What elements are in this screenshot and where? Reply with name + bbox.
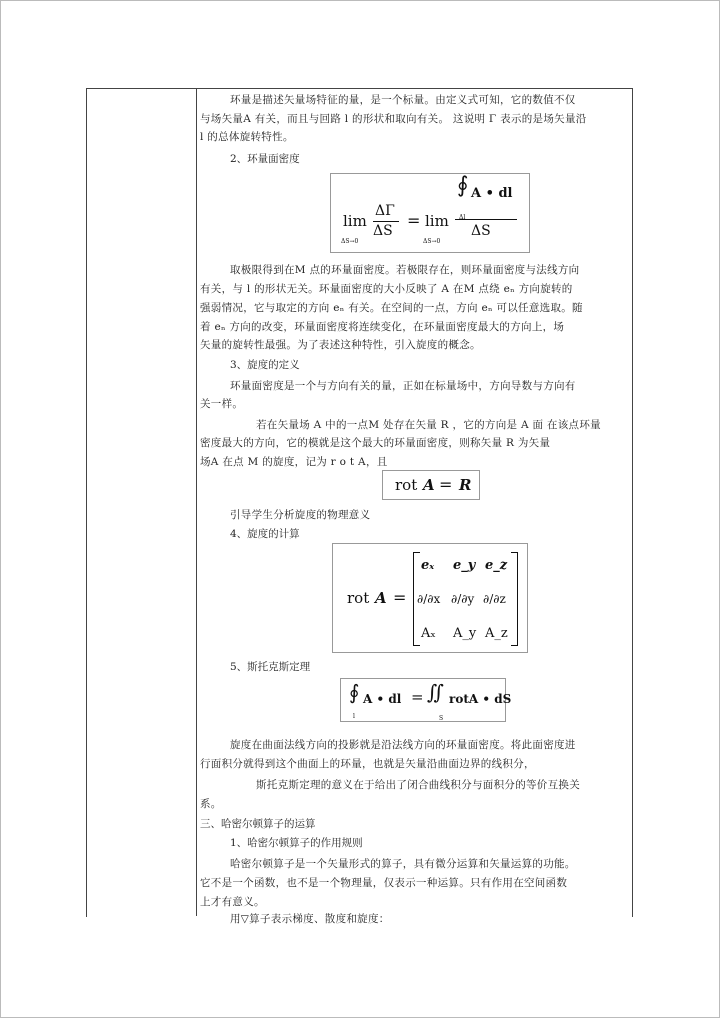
vector-r: R <box>459 476 472 494</box>
fraction-numerator: ΔΓ <box>375 203 395 219</box>
section-heading: 4、旋度的计算 <box>230 528 300 540</box>
integrand: A • dl <box>363 692 402 706</box>
rot-label: rot <box>347 589 370 607</box>
content-cell <box>200 88 628 925</box>
matrix-cell: ∂/∂z <box>483 592 506 606</box>
section-heading: 5、斯托克斯定理 <box>230 661 311 673</box>
right-bracket <box>511 552 518 646</box>
text-line: l 的总体旋转特性。 <box>200 131 294 143</box>
matrix-cell: ∂/∂x <box>417 592 441 606</box>
text-line: 环量是描述矢量场特征的量，是一个标量。由定义式可知，它的数值不仅 <box>230 94 576 106</box>
fraction-denominator: ΔS <box>471 223 491 239</box>
equals-sign: = <box>393 588 407 607</box>
column-divider <box>196 88 197 916</box>
text-line: 行面积分就得到这个曲面上的环量，也就是矢量沿曲面边界的线积分， <box>200 758 535 770</box>
text-line: 取极限得到在M 点的环量面密度。若极限存在，则环量面密度与法线方向 <box>230 264 580 276</box>
fraction-denominator: ΔS <box>373 223 393 239</box>
matrix-cell: A_y <box>453 626 477 641</box>
section-heading: 3、旋度的定义 <box>230 359 300 371</box>
rot-label: rot <box>395 476 418 494</box>
equals-sign: = <box>407 211 421 230</box>
contour-integral-sign: ∮ <box>457 173 469 198</box>
text-line: 旋度在曲面法线方向的投影就是沿法线方向的环量面密度。将此面密度进 <box>230 739 576 751</box>
text-line: 环量面密度是一个与方向有关的量，正如在标量场中，方向导数与方向有 <box>230 380 576 392</box>
formula-rot-determinant <box>332 543 528 653</box>
text-line: 关一样。 <box>200 398 244 410</box>
text-line: 它不是一个函数，也不是一个物理量，仅表示一种运算。只有作用在空间函数 <box>200 877 568 889</box>
integrand: rotA • dS <box>449 692 512 706</box>
lim-label: lim <box>343 212 367 230</box>
contour-integral-sign: ∮ <box>349 680 360 704</box>
text-line: 系。 <box>200 798 222 810</box>
matrix-cell: Aₓ <box>421 626 436 641</box>
lim-subscript: ΔS→0 <box>423 238 441 245</box>
surface-integral-sign: ∬ <box>427 680 445 704</box>
text-line: 引导学生分析旋度的物理意义 <box>230 509 371 521</box>
matrix-cell: ∂/∂y <box>451 592 475 606</box>
text-line: 场A 在点 M 的旋度，记为 r o t A，且 <box>200 456 388 468</box>
text-line: 斯托克斯定理的意义在于给出了闭合曲线积分与面积分的等价互换关 <box>256 779 580 791</box>
text-line: 密度最大的方向，它的模就是这个最大的环量面密度，则称矢量 R 为矢量 <box>200 437 551 449</box>
integral-subscript: Δl <box>459 214 466 221</box>
section-heading: 1、哈密尔顿算子的作用规则 <box>230 837 363 849</box>
text-line: 着 eₙ 方向的改变，环量面密度将连续变化，在环量面密度最大的方向上，场 <box>200 321 565 333</box>
section-heading: 三、哈密尔顿算子的运算 <box>200 818 316 830</box>
text-line: 矢量的旋转性最强。为了表述这种特性，引入旋度的概念。 <box>200 339 481 351</box>
lim-subscript: ΔS→0 <box>341 238 359 245</box>
vector-a: A <box>423 476 435 494</box>
formula-circulation-density <box>330 173 530 253</box>
section-heading: 2、环量面密度 <box>230 153 300 165</box>
matrix-cell: eₓ <box>421 558 435 573</box>
lim-label: lim <box>425 212 449 230</box>
text-line: 强弱情况，它与取定的方向 eₙ 有关。在空间的一点，方向 eₙ 可以任意选取。随 <box>200 302 583 314</box>
integral-subscript: l <box>353 713 355 720</box>
formula-stokes-theorem <box>340 678 512 722</box>
integrand: A • dl <box>471 186 513 201</box>
text-line: 上才有意义。 <box>200 896 265 908</box>
equals-sign: = <box>411 688 424 706</box>
formula-rot-definition <box>382 470 480 500</box>
text-line: 与场矢量A 有关，而且与回路 l 的形状和取向有关。 这说明 Γ 表示的是场矢量沿 <box>200 113 587 125</box>
matrix-cell: e_y <box>453 558 476 573</box>
matrix-cell: A_z <box>485 626 508 641</box>
equals-sign: = <box>439 475 453 494</box>
text-line: 若在矢量场 A 中的一点M 处存在矢量 R ，它的方向是 A 面 在该点环量 <box>256 419 601 431</box>
text-line: 有关，与 l 的形状无关。环量面密度的大小反映了 A 在M 点绕 eₙ 方向旋转的 <box>200 283 573 295</box>
text-line: 用▽算子表示梯度、散度和旋度： <box>230 913 390 925</box>
text-line: 哈密尔顿算子是一个矢量形式的算子，具有微分运算和矢量运算的功能。 <box>230 858 576 870</box>
vector-a: A <box>375 589 387 607</box>
integral-subscript: S <box>439 715 444 722</box>
matrix-cell: e_z <box>485 558 508 573</box>
